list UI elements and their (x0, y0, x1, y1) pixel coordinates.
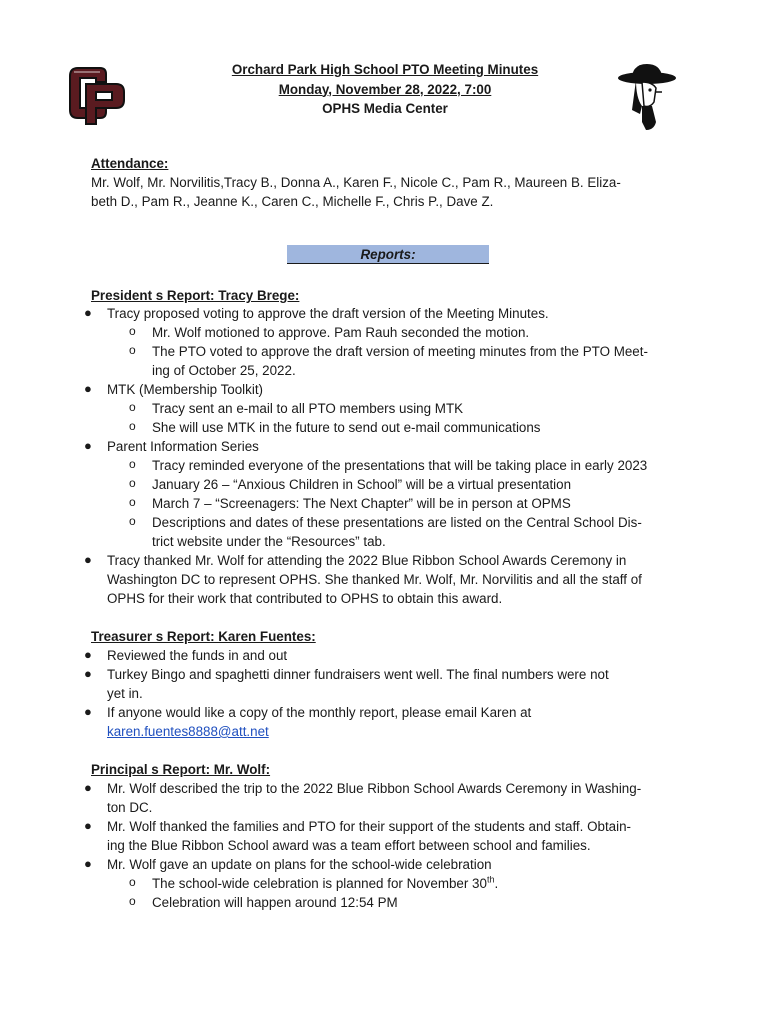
list-item-cont: Washington DC to represent OPHS. She thanked Mr. Wolf, Mr. Norvilitis and all the staff of (107, 572, 642, 587)
ordinal-suffix: th (486, 874, 495, 885)
list-item: Turkey Bingo and spaghetti dinner fundraisers went well. The final numbers were not (107, 667, 609, 682)
sub-list-item: Celebration will happen around 12:54 PM (152, 895, 398, 910)
sub-list-item (152, 874, 498, 893)
sub-bullet-icon: o (129, 495, 136, 509)
bullet-icon: ● (84, 647, 92, 662)
sub-bullet-icon: o (129, 875, 136, 889)
attendance-line: beth D., Pam R., Jeanne K., Caren C., Michelle F., Chris P., Dave Z. (91, 194, 494, 210)
section-heading: Treasurer s Report: Karen Fuentes: (91, 629, 316, 644)
list-item-cont: ton DC. (107, 800, 153, 815)
section-heading: Principal s Report: Mr. Wolf: (91, 762, 271, 777)
sub-list-item-cont: trict website under the “Resources” tab. (152, 534, 386, 549)
sub-bullet-icon: o (129, 476, 136, 490)
sub-bullet-icon: o (129, 400, 136, 414)
sub-list-item: Tracy reminded everyone of the presentations that will be taking place in early 2023 (152, 458, 648, 473)
bullet-icon: ● (84, 818, 92, 833)
list-item: If anyone would like a copy of the monthly report, please email Karen at (107, 705, 532, 720)
sub-bullet-icon: o (129, 324, 136, 338)
list-item: Tracy proposed voting to approve the draft version of the Meeting Minutes. (107, 306, 549, 321)
op-logo (66, 64, 128, 128)
attendance-heading: Attendance: (91, 156, 169, 171)
bullet-icon: ● (84, 305, 92, 320)
reports-label: Reports: (360, 247, 416, 262)
list-item: Parent Information Series (107, 439, 259, 454)
bullet-icon: ● (84, 856, 92, 871)
sub-bullet-icon: o (129, 514, 136, 528)
list-item: Tracy thanked Mr. Wolf for attending the 2022 Blue Ribbon School Awards Ceremony in (107, 553, 627, 568)
meeting-location: OPHS Media Center (322, 101, 448, 116)
period: . (494, 876, 499, 891)
sub-bullet-icon: o (129, 419, 136, 433)
bullet-icon: ● (84, 438, 92, 453)
sub-list-item: The PTO voted to approve the draft version of meeting minutes from the PTO Meet- (152, 344, 648, 359)
list-item: MTK (Membership Toolkit) (107, 382, 264, 397)
list-item-cont: yet in. (107, 686, 143, 701)
sub-bullet-icon: o (129, 894, 136, 908)
list-item: Mr. Wolf described the trip to the 2022 Blue Ribbon School Awards Ceremony in Washing- (107, 781, 642, 796)
list-item: Reviewed the funds in and out (107, 648, 288, 663)
document-title: Orchard Park High School PTO Meeting Minutes (231, 62, 539, 77)
attendance-list (91, 173, 651, 212)
email-link[interactable]: karen.fuentes8888@att.net (107, 724, 269, 739)
list-item-cont: OPHS for their work that contributed to OPHS to obtain this award. (107, 591, 503, 606)
section-heading: President s Report: Tracy Brege: (91, 288, 300, 303)
list-item: Mr. Wolf thanked the families and PTO for their support of the students and staff. Obtain- (107, 819, 631, 834)
bullet-icon: ● (84, 780, 92, 795)
pioneer-mascot-logo (616, 62, 678, 132)
bullet-icon: ● (84, 704, 92, 719)
sub-list-item: Mr. Wolf motioned to approve. Pam Rauh seconded the motion. (152, 325, 530, 340)
list-item-cont: ing the Blue Ribbon School award was a team effort between school and families. (107, 838, 591, 853)
bullet-icon: ● (84, 381, 92, 396)
principal-report-title (91, 760, 270, 779)
attendance-line: Mr. Wolf, Mr. Norvilitis,Tracy B., Donna A., Karen F., Nicole C., Pam R., Maureen B. Eliza- (91, 175, 621, 190)
attendance-title (91, 154, 168, 173)
treasurer-report-title (91, 627, 316, 646)
sub-bullet-icon: o (129, 457, 136, 471)
sub-bullet-icon: o (129, 343, 136, 357)
sub-list-item: Tracy sent an e-mail to all PTO members using MTK (152, 401, 464, 416)
sub-list-item: January 26 – “Anxious Children in School” will be a virtual presentation (152, 477, 572, 492)
sub-list-item: March 7 – “Screenagers: The Next Chapter” will be in person at OPMS (152, 496, 571, 511)
bullet-icon: ● (84, 666, 92, 681)
meeting-date: Monday, November 28, 2022, 7:00 (278, 81, 492, 97)
president-report-title (91, 286, 299, 305)
sub-list-item-cont: ing of October 25, 2022. (152, 363, 296, 378)
bullet-icon: ● (84, 552, 92, 567)
list-item: Mr. Wolf gave an update on plans for the school-wide celebration (107, 857, 492, 872)
sub-list-item: She will use MTK in the future to send out e-mail communications (152, 420, 541, 435)
sub-list-item: Descriptions and dates of these presentations are listed on the Central School Dis- (152, 515, 642, 530)
celebration-date-text: The school-wide celebration is planned for November 30 (152, 876, 487, 891)
